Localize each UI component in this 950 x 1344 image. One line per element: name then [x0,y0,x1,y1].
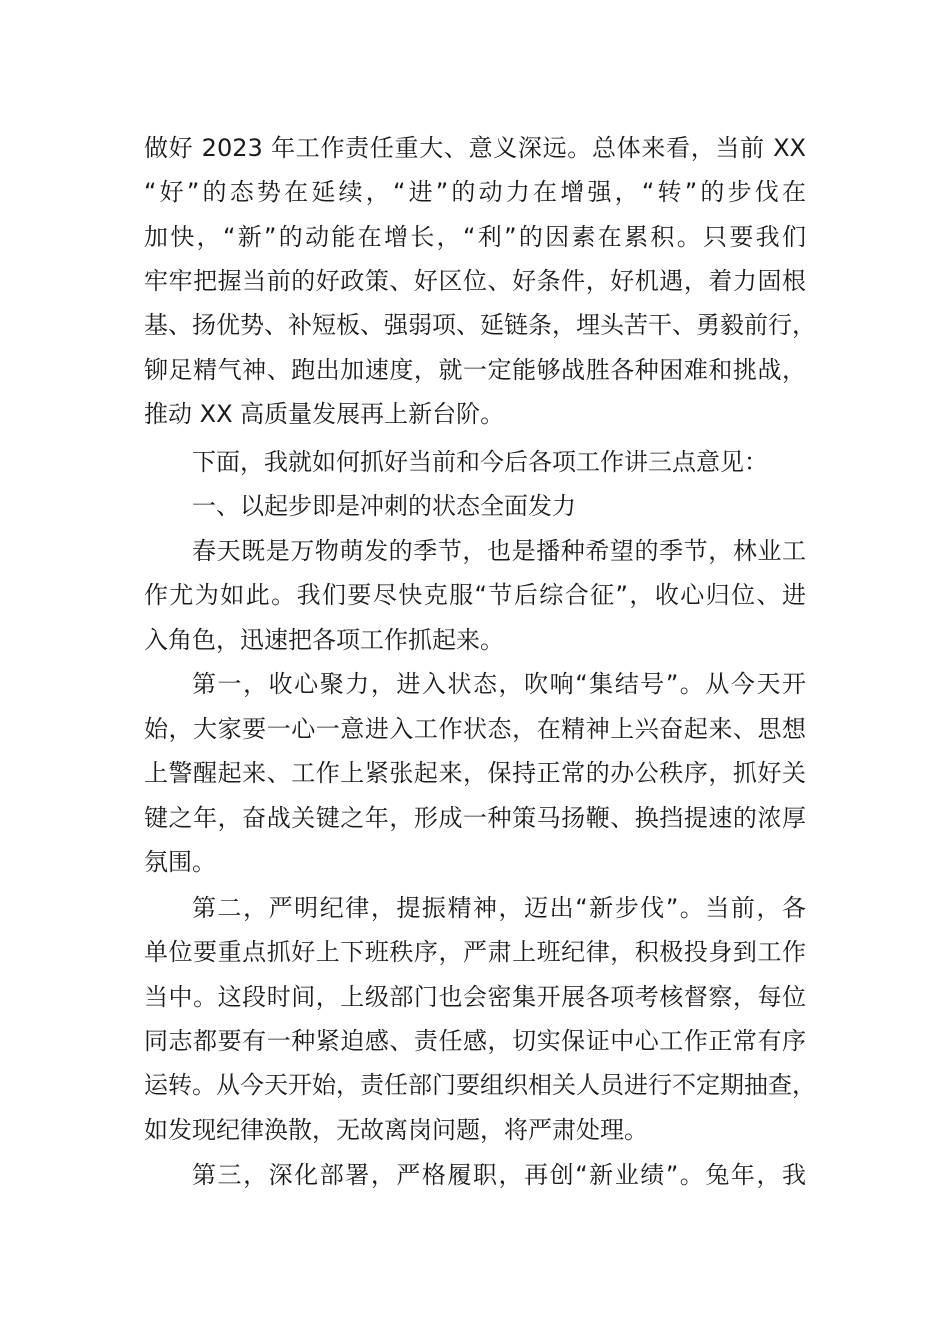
paragraph-line: 运转。从今天开始，责任部门要组织相关人员进行不定期抽查， [144,1071,816,1099]
paragraph-line: 单位要重点抓好上下班秩序，严肃上班纪律，积极投身到工作 [144,938,806,966]
paragraph-line: 始，大家要一心一意进入工作状态，在精神上兴奋起来、思想 [144,715,806,743]
paragraph-line: 同志都要有一种紧迫感、责任感，切实保证中心工作正常有序 [144,1027,806,1055]
paragraph-line: 入角色，迅速把各项工作抓起来。 [144,626,504,654]
paragraph-line: 如发现纪律涣散，无故离岗问题，将严肃处理。 [144,1116,648,1144]
paragraph-line: 第二，严明纪律，提振精神，迈出“新步伐”。当前，各 [192,894,806,922]
paragraph-line: 牢牢把握当前的好政策、好区位、好条件，好机遇，着力固根 [144,267,806,295]
paragraph-line: 春天既是万物萌发的季节，也是播种希望的季节，林业工 [192,537,806,565]
paragraph-line: 推动 XX 高质量发展再上新台阶。 [144,400,505,428]
paragraph-line: 基、扬优势、补短板、强弱项、延链条，埋头苦干、勇毅前行， [144,311,816,339]
paragraph-line: 铆足精气神、跑出加速度，就一定能够战胜各种困难和挑战， [144,356,806,384]
paragraph-line: 键之年，奋战关键之年，形成一种策马扬鞭、换挡提速的浓厚 [144,804,806,832]
paragraph-line: 下面，我就如何抓好当前和今后各项工作讲三点意见： [192,448,768,476]
paragraph-line: 加快，“新”的动能在增长，“利”的因素在累积。只要我们 [144,223,806,251]
paragraph-line: 做好 2023 年工作责任重大、意义深远。总体来看，当前 XX [144,134,806,162]
paragraph-line: “好”的态势在延续，“进”的动力在增强，“转”的步伐在 [144,178,806,206]
paragraph-line: 上警醒起来、工作上紧张起来，保持正常的办公秩序，抓好关 [144,759,806,787]
paragraph-line: 当中。这段时间，上级部门也会密集开展各项考核督察，每位 [144,983,806,1011]
paragraph-line: 作尤为如此。我们要尽快克服“节后综合征”，收心归位、进 [144,581,806,609]
paragraph-line: 一、以起步即是冲刺的状态全面发力 [192,492,576,520]
paragraph-line: 第三，深化部署，严格履职，再创“新业绩”。兔年，我 [192,1161,806,1189]
paragraph-line: 第一，收心聚力，进入状态，吹响“集结号”。从今天开 [192,670,806,698]
paragraph-line: 氛围。 [144,848,216,876]
